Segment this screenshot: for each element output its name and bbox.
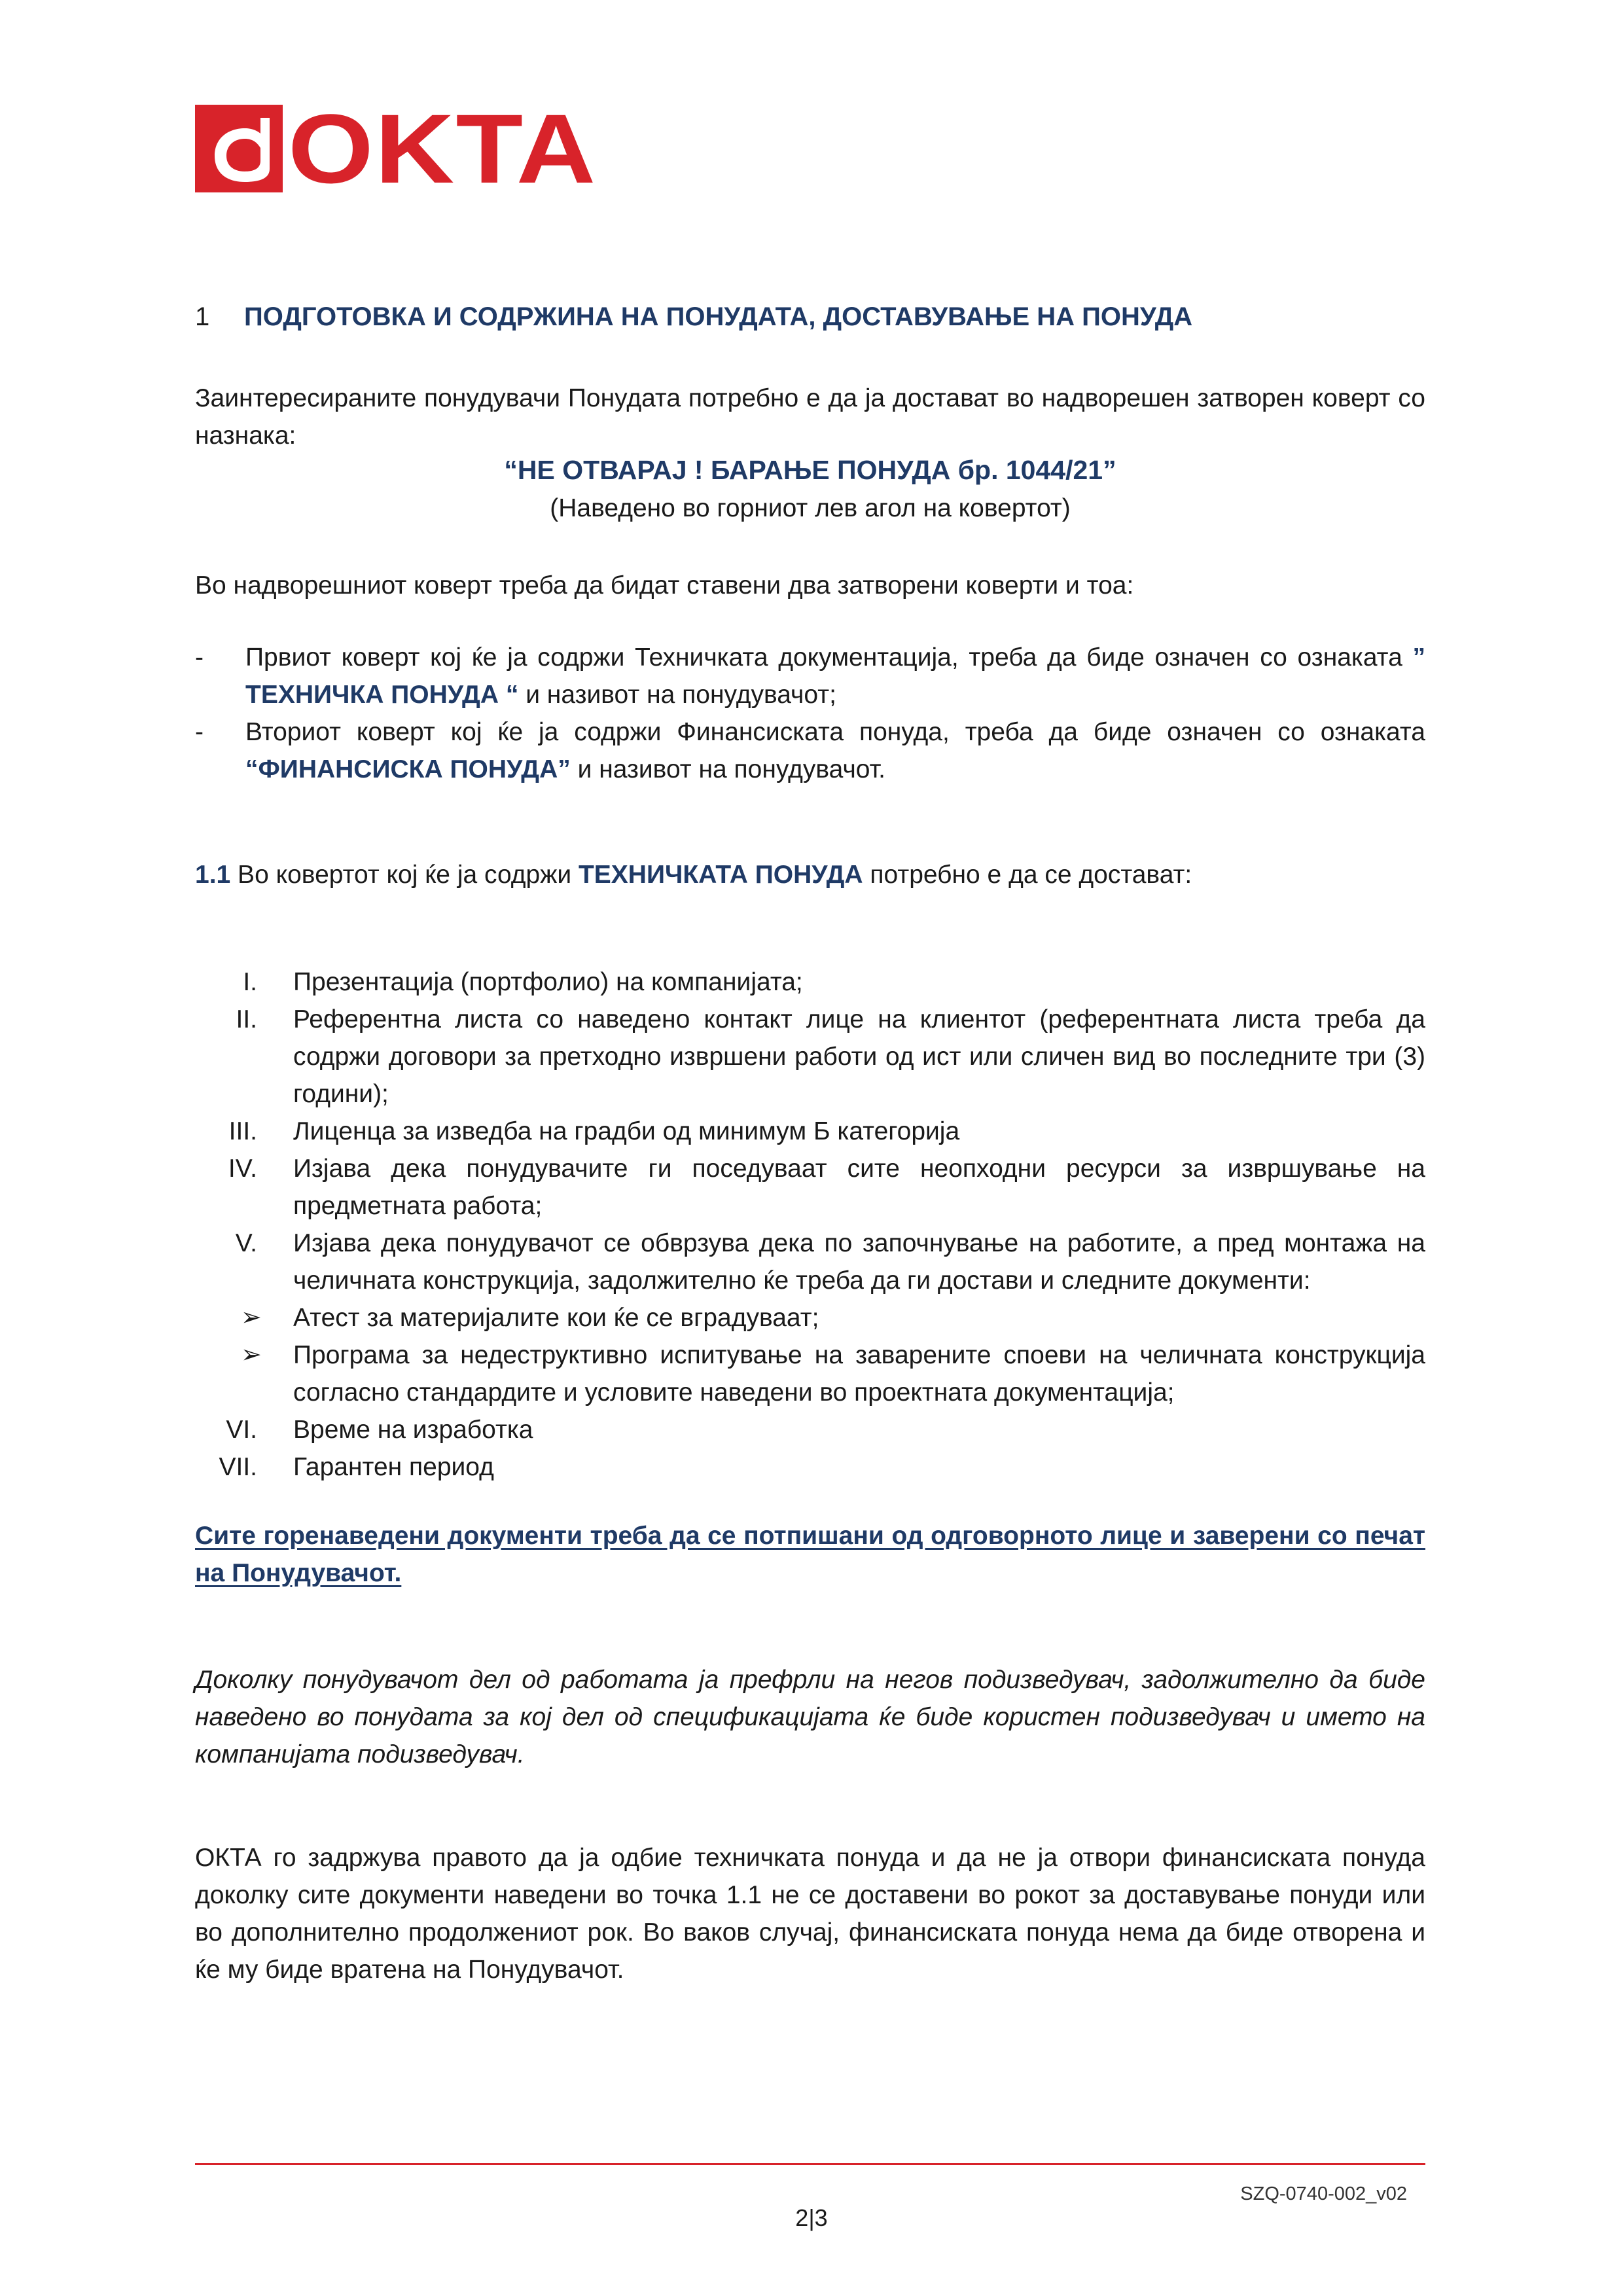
list-item: I. Презентација (портфолио) на компанијата;	[243, 968, 803, 996]
section-heading	[195, 302, 1425, 332]
envelope-list	[195, 639, 1425, 788]
list-item: VI. Време на изработка	[226, 1416, 533, 1444]
list-item: II. Референтна листа со наведено контакт лице на клиентот (референтната листа треба да содржи договори за претходно извршени работи од ист или сличен вид во последните три (3) години);	[236, 1005, 1425, 1108]
documents-list	[195, 963, 1425, 1486]
list-item: III. Лиценца за изведба на градби од минимум Б категорија	[228, 1117, 960, 1145]
rights-note: ОКТА го задржува правото да ја одбие техничката понуда и да не ја отвори финансиската понуда доколку сите документи наведени во точка 1.1 не се доставени во рокот за доставување понуди или во дополнително продолжениот рок. Во ваков случај, финансиската понуда нема да биде отворена и ќе му биде вратена на Понудувачот.	[195, 1844, 1425, 1984]
list-item: IV. Изјава дека понудувачите ги поседуваат сите неопходни ресурси за извршување на предметната работа;	[228, 1155, 1425, 1220]
subcontractor-note: Доколку понудувачот дел од работата ја префрли на негов подизведувач, задолжително да биде наведено во понудата за кој дел од спецификацијата ќе биде користен подизведувач и името на компанијата подизведувач.	[195, 1666, 1425, 1768]
intro-paragraph: Заинтересираните понудувачи Понудата потребно е да ја достават во надворешен затворен коверт со назнака:	[195, 384, 1425, 450]
okta-logo-mark-icon	[195, 105, 283, 192]
list-item: ➢ Атест за материјалите кои ќе се вградуваат;	[195, 1299, 1425, 1336]
footer-divider	[195, 2163, 1425, 2165]
subsection-heading: 1.1 Во ковертот кој ќе ја содржи ТЕХНИЧКАТА ПОНУДА потребно е да се достават:	[195, 861, 1192, 889]
envelope-marking: “НЕ ОТВАРАЈ ! БАРАЊЕ ПОНУДА бр. 1044/21”	[504, 455, 1116, 485]
outer-envelope-paragraph: Во надворешниот коверт треба да бидат ставени два затворени коверти и тоа:	[195, 571, 1134, 600]
page-number: 2|3	[795, 2204, 828, 2231]
okta-logo-text: OKTA	[288, 94, 597, 204]
okta-logo	[195, 94, 597, 204]
arrow-bullet-icon: ➢	[241, 1341, 262, 1369]
arrow-bullet-icon: ➢	[241, 1304, 262, 1331]
envelope-marking-note: (Наведено во горниот лев агол на ковертот)	[550, 494, 1071, 522]
list-item: - Вториот коверт кој ќе ја содржи Финансиската понуда, треба да биде означен со ознаката “ФИНАНСИСКА ПОНУДА” и називот на понудувачот.	[195, 718, 1425, 783]
list-item: ➢ Програма за недеструктивно испитување на заварените споеви на челичната конструкција согласно стандардите и условите наведени во проектната документација;	[195, 1336, 1425, 1411]
section-title: ПОДГОТОВКА И СОДРЖИНА НА ПОНУДАТА, ДОСТАВУВАЊЕ НА ПОНУДА	[244, 302, 1193, 331]
list-item: - Првиот коверт кој ќе ја содржи Техничката документација, треба да биде означен со ознаката ” ТЕХНИЧКА ПОНУДА “ и називот на понудувачот;	[195, 643, 1425, 709]
subsection-number: 1.1	[195, 861, 231, 889]
list-item: VII. Гарантен период	[219, 1453, 494, 1481]
signature-note: Сите горенаведени документи треба да се потпишани од одговорното лице и заверени со печат на Понудувачот.	[195, 1522, 1425, 1587]
list-item: V. Изјава дека понудувачот се обврзува дека по започнување на работите, а пред монтажа на челичната конструкција, задолжително ќе треба да ги достави и следните документи:	[235, 1229, 1425, 1295]
document-code: SZQ-0740-002_v02	[1240, 2183, 1407, 2204]
section-number: 1	[195, 302, 210, 331]
